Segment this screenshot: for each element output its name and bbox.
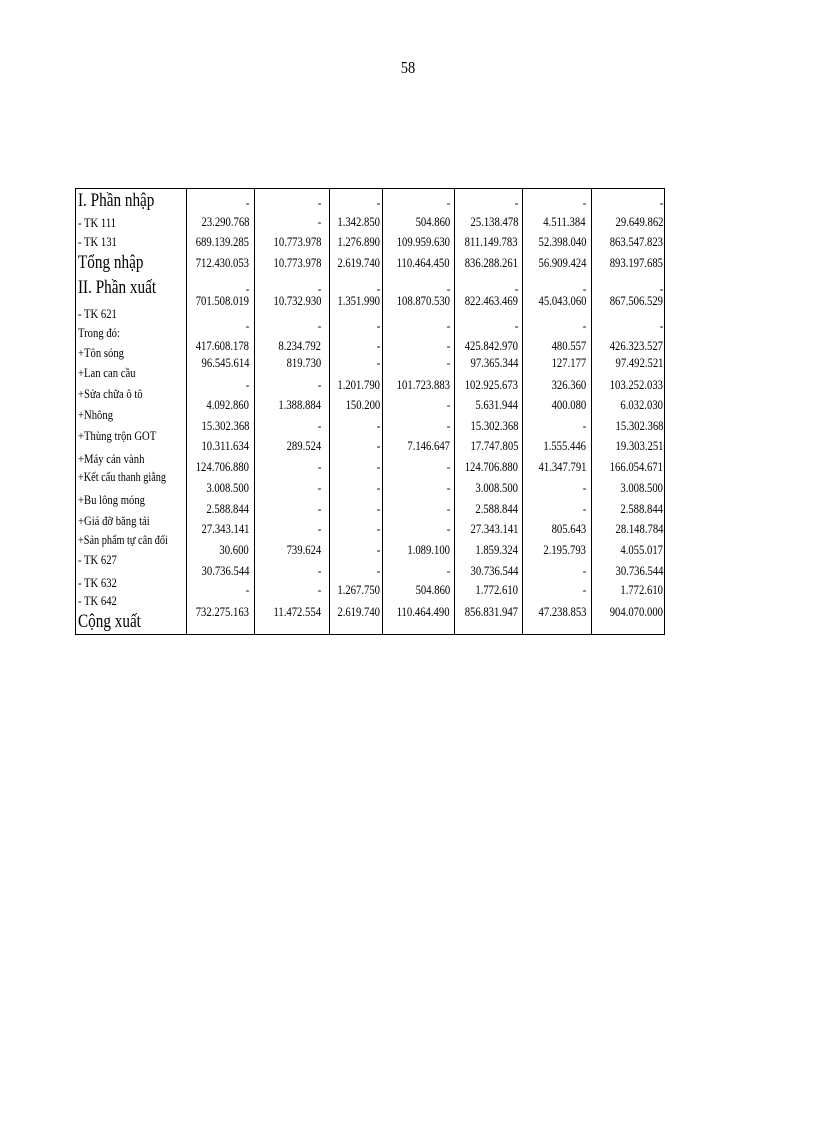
table-cell: 732.275.163 — [195, 604, 249, 619]
table-cell: 19.303.251 — [615, 438, 663, 453]
table-cell: - — [376, 195, 380, 210]
table-cell: - — [446, 563, 450, 578]
table-cell: - — [376, 418, 380, 433]
table-cell: 1.772.610 — [620, 582, 663, 597]
table-cell: 15.302.368 — [201, 418, 249, 433]
table-cell: 96.545.614 — [201, 355, 249, 370]
table-cell: 863.547.823 — [609, 234, 663, 249]
table-cell: 27.343.141 — [201, 521, 249, 536]
table-cell: 11.472.554 — [273, 604, 321, 619]
table-cell: - — [446, 397, 450, 412]
row-label: +Bu lông móng — [78, 492, 146, 507]
table-cell: 127.177 — [551, 355, 586, 370]
table-cell: 110.464.490 — [397, 604, 450, 619]
table-cell: - — [582, 563, 586, 578]
table-cell: 504.860 — [415, 582, 450, 597]
table-cell: 45.043.060 — [538, 293, 586, 308]
table-cell: 1.388.884 — [278, 397, 321, 412]
table-cell: - — [446, 501, 450, 516]
row-label: +Giá đỡ băng tải — [78, 513, 150, 528]
table-cell: 110.464.450 — [397, 255, 450, 270]
table-cell: 97.365.344 — [470, 355, 518, 370]
table-cell: 822.463.469 — [464, 293, 518, 308]
table-cell: - — [582, 318, 586, 333]
table-cell: 30.600 — [219, 542, 249, 557]
table-cell: 819.730 — [286, 355, 321, 370]
table-cell: - — [245, 195, 249, 210]
table-cell: 504.860 — [415, 214, 450, 229]
table-cell: - — [514, 195, 518, 210]
table-cell: 10.311.634 — [201, 438, 249, 453]
table-cell: 7.146.647 — [407, 438, 450, 453]
table-cell: 97.492.521 — [615, 355, 663, 370]
table-cell: 2.588.844 — [475, 501, 518, 516]
table-cell: 41.347.791 — [538, 459, 586, 474]
table-cell: - — [582, 501, 586, 516]
row-label: +Tôn sóng — [78, 345, 124, 360]
row-label: Trong đó: — [78, 325, 120, 340]
table-cell: 52.398.040 — [538, 234, 586, 249]
ledger-table — [75, 188, 665, 635]
table-cell: - — [317, 563, 321, 578]
table-cell: 30.736.544 — [615, 563, 663, 578]
table-cell: - — [446, 281, 450, 296]
table-cell: - — [376, 521, 380, 536]
page-number: 58 — [400, 58, 416, 77]
table-cell: 1.276.890 — [337, 234, 380, 249]
table-cell: 2.588.844 — [206, 501, 249, 516]
column-divider — [254, 189, 255, 634]
table-cell: 1.351.990 — [337, 293, 380, 308]
column-divider — [382, 189, 383, 634]
row-label: I. Phần nhập — [78, 190, 155, 211]
table-cell: 4.092.860 — [206, 397, 249, 412]
table-cell: 739.624 — [286, 542, 321, 557]
table-cell: - — [582, 582, 586, 597]
table-cell: - — [317, 214, 321, 229]
table-cell: 426.323.527 — [609, 338, 663, 353]
table-cell: 108.870.530 — [396, 293, 450, 308]
table-cell: - — [317, 281, 321, 296]
table-cell: 15.302.368 — [615, 418, 663, 433]
table-cell: - — [582, 281, 586, 296]
table-cell: - — [659, 318, 663, 333]
table-cell: 25.138.478 — [470, 214, 518, 229]
table-cell: 10.773.978 — [273, 255, 321, 270]
table-cell: - — [317, 377, 321, 392]
table-cell: - — [317, 480, 321, 495]
table-cell: - — [582, 480, 586, 495]
table-cell: 2.588.844 — [620, 501, 663, 516]
table-cell: 836.288.261 — [464, 255, 518, 270]
table-cell: - — [376, 281, 380, 296]
table-cell: - — [659, 281, 663, 296]
table-cell: - — [317, 318, 321, 333]
table-cell: - — [376, 459, 380, 474]
column-divider — [454, 189, 455, 634]
table-cell: - — [446, 418, 450, 433]
column-divider — [186, 189, 187, 634]
table-cell: 289.524 — [286, 438, 321, 453]
table-cell: - — [659, 195, 663, 210]
table-cell: 1.342.850 — [337, 214, 380, 229]
table-cell: - — [376, 318, 380, 333]
row-label: +Máy cán vành — [78, 451, 145, 466]
table-cell: 701.508.019 — [195, 293, 249, 308]
table-cell: 103.252.033 — [609, 377, 663, 392]
table-cell: - — [317, 521, 321, 536]
table-cell: 8.234.792 — [278, 338, 321, 353]
table-cell: 15.302.368 — [470, 418, 518, 433]
table-cell: - — [317, 459, 321, 474]
table-cell: 10.773.978 — [273, 234, 321, 249]
row-label: - TK 111 — [78, 215, 117, 230]
table-cell: - — [446, 355, 450, 370]
table-cell: 1.201.790 — [337, 377, 380, 392]
table-cell: - — [245, 318, 249, 333]
table-cell: 56.909.424 — [538, 255, 586, 270]
table-cell: 856.831.947 — [464, 604, 518, 619]
column-divider — [591, 189, 592, 634]
table-cell: 1.859.324 — [475, 542, 518, 557]
row-label: +Sản phẩm tự cân đối — [78, 533, 168, 547]
table-cell: 3.008.500 — [475, 480, 518, 495]
table-cell: - — [514, 318, 518, 333]
table-cell: 124.706.880 — [195, 459, 249, 474]
table-cell: - — [376, 542, 380, 557]
table-cell: - — [582, 418, 586, 433]
table-cell: 30.736.544 — [201, 563, 249, 578]
table-cell: 28.148.784 — [615, 521, 663, 536]
table-cell: 811.149.783 — [465, 234, 518, 249]
table-cell: 6.032.030 — [620, 397, 663, 412]
table-cell: 417.608.178 — [195, 338, 249, 353]
table-cell: - — [582, 195, 586, 210]
table-cell: 1.555.446 — [543, 438, 586, 453]
table-cell: 2.619.740 — [337, 604, 380, 619]
table-cell: 166.054.671 — [609, 459, 663, 474]
table-cell: - — [376, 438, 380, 453]
table-cell: - — [446, 521, 450, 536]
table-cell: 712.430.053 — [195, 255, 249, 270]
row-label: +Kết cấu thanh giằng — [78, 470, 167, 484]
table-cell: 400.080 — [551, 397, 586, 412]
table-cell: - — [245, 281, 249, 296]
table-cell: - — [317, 418, 321, 433]
table-cell: 3.008.500 — [620, 480, 663, 495]
table-cell: 4.511.384 — [543, 214, 586, 229]
table-cell: 425.842.970 — [464, 338, 518, 353]
row-label: Cộng xuất — [78, 611, 141, 632]
table-cell: - — [446, 318, 450, 333]
row-label: - TK 627 — [78, 552, 117, 567]
table-cell: - — [446, 480, 450, 495]
table-cell: 29.649.862 — [615, 214, 663, 229]
row-label: +Sửa chữa ô tô — [78, 386, 143, 401]
table-cell: 150.200 — [345, 397, 380, 412]
table-cell: 109.959.630 — [396, 234, 450, 249]
table-cell: 904.070.000 — [609, 604, 663, 619]
row-label: Tổng nhập — [78, 252, 144, 273]
table-cell: - — [317, 195, 321, 210]
column-divider — [522, 189, 523, 634]
table-cell: 867.506.529 — [609, 293, 663, 308]
table-cell: 27.343.141 — [470, 521, 518, 536]
table-cell: 893.197.685 — [609, 255, 663, 270]
table-cell: 1.267.750 — [337, 582, 380, 597]
table-cell: - — [376, 480, 380, 495]
table-cell: - — [245, 582, 249, 597]
table-cell: - — [245, 377, 249, 392]
row-label: - TK 632 — [78, 575, 117, 590]
table-cell: - — [317, 582, 321, 597]
table-cell: 689.139.285 — [195, 234, 249, 249]
table-cell: 10.732.930 — [273, 293, 321, 308]
table-cell: 4.055.017 — [620, 542, 663, 557]
row-label: II. Phần xuất — [78, 277, 157, 298]
table-cell: 326.360 — [551, 377, 586, 392]
table-cell: 23.290.768 — [201, 214, 249, 229]
column-divider — [329, 189, 330, 634]
table-cell: - — [376, 355, 380, 370]
row-label: +Thùng trộn GOT — [78, 428, 157, 443]
table-cell: 2.195.793 — [543, 542, 586, 557]
table-cell: 101.723.883 — [396, 377, 450, 392]
table-cell: - — [376, 501, 380, 516]
table-cell: - — [376, 563, 380, 578]
row-label: - TK 642 — [78, 593, 117, 608]
table-cell: 1.089.100 — [407, 542, 450, 557]
table-cell: 1.772.610 — [475, 582, 518, 597]
row-label: - TK 621 — [78, 306, 117, 321]
row-label: +Nhông — [78, 407, 114, 422]
table-cell: 3.008.500 — [206, 480, 249, 495]
table-cell: 805.643 — [551, 521, 586, 536]
table-cell: - — [446, 338, 450, 353]
table-cell: 480.557 — [551, 338, 586, 353]
table-cell: 102.925.673 — [464, 377, 518, 392]
row-label: +Lan can cầu — [78, 365, 136, 380]
table-cell: 124.706.880 — [464, 459, 518, 474]
table-cell: - — [317, 501, 321, 516]
table-cell: 2.619.740 — [337, 255, 380, 270]
table-cell: 47.238.853 — [538, 604, 586, 619]
table-cell: 30.736.544 — [470, 563, 518, 578]
table-cell: - — [446, 195, 450, 210]
table-cell: 17.747.805 — [470, 438, 518, 453]
table-cell: - — [376, 338, 380, 353]
table-cell: - — [446, 459, 450, 474]
table-cell: - — [514, 281, 518, 296]
row-label: - TK 131 — [78, 234, 117, 249]
table-cell: 5.631.944 — [475, 397, 518, 412]
